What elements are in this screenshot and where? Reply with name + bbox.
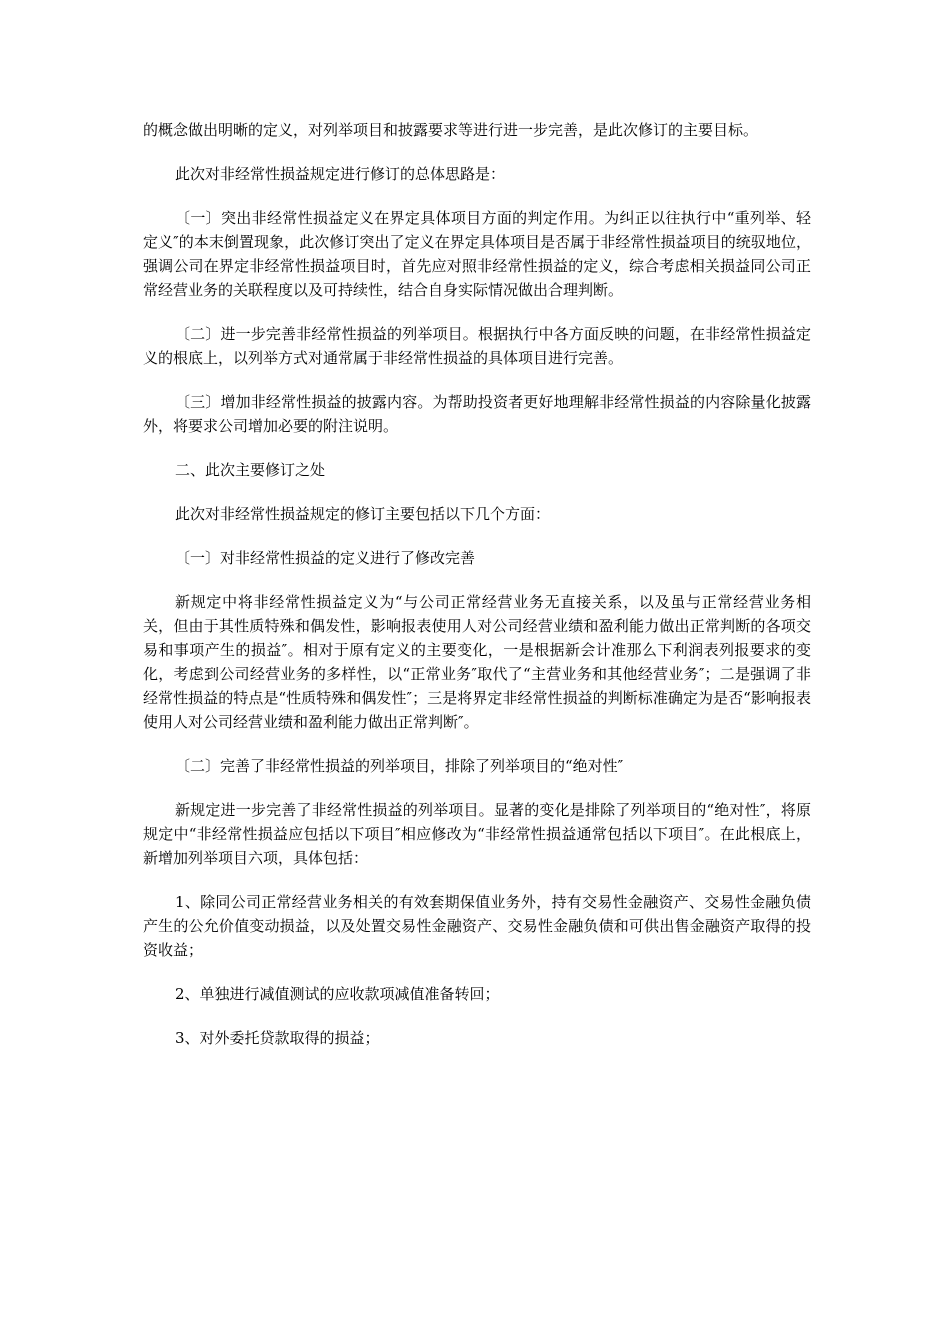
paragraph-approach-1: 〔一〕突出非经常性损益定义在界定具体项目方面的判定作用。为纠正以往执行中“重列举、轻定义″的本末倒置现象，此次修订突出了定义在界定具体项目是否属于非经常性损益项目的统驭地位，强调公司在界定非经常性损益项目时，首先应对照非经常性损益的定义，综合考虑相关损益同公司正常经营业务的关联程度以及可持续性，结合自身实际情况做出合理判断。 <box>143 209 811 299</box>
subheading-listed-items: 〔二〕完善了非经常性损益的列举项目，排除了列举项目的“绝对性″ <box>175 757 624 775</box>
paragraph-continuation: 的概念做出明晰的定义，对列举项目和披露要求等进行进一步完善，是此次修订的主要目标。 <box>143 121 759 139</box>
paragraph-definition: 新规定中将非经常性损益定义为“与公司正常经营业务无直接关系，以及虽与正常经营业务相关，但由于其性质特殊和偶发性，影响报表使用人对公司经营业绩和盈利能力做出正常判断的各项交易和事项产生的损益″。相对于原有定义的主要变化，一是根据新会计准那么下利润表列报要求的变化，考虑到公司经营业务的多样性，以“正常业务″取代了“主营业务和其他经营业务″；二是强调了非经常性损益的特点是“性质特殊和偶发性″；三是将界定非经常性损益的判断标准确定为是否“影响报表使用人对公司经营业绩和盈利能力做出正常判断″。 <box>143 593 811 731</box>
subheading-definition: 〔一〕对非经常性损益的定义进行了修改完善 <box>175 549 476 567</box>
paragraph-listed-items: 新规定进一步完善了非经常性损益的列举项目。显著的变化是排除了列举项目的“绝对性″，将原规定中“非经常性损益应包括以下项目″相应修改为“非经常性损益通常包括以下项目″。在此根底上，新增加列举项目六项，具体包括： <box>143 801 811 867</box>
section-heading-main-revisions: 二、此次主要修订之处 <box>175 461 326 479</box>
paragraph-overall-approach: 此次对非经常性损益规定进行修订的总体思路是： <box>175 165 506 183</box>
document-page <box>143 118 811 1070</box>
paragraph-approach-3: 〔三〕增加非经常性损益的披露内容。为帮助投资者更好地理解非经常性损益的内容除量化披露外，将要求公司增加必要的附注说明。 <box>143 393 811 435</box>
list-item-3: 3、对外委托贷款取得的损益； <box>175 1029 380 1047</box>
list-item-1: 1、除同公司正常经营业务相关的有效套期保值业务外，持有交易性金融资产、交易性金融负债产生的公允价值变动损益，以及处置交易性金融资产、交易性金融负债和可供出售金融资产取得的投资收益； <box>143 893 811 959</box>
paragraph-revision-intro: 此次对非经常性损益规定的修订主要包括以下几个方面： <box>175 505 551 523</box>
list-item-2: 2、单独进行减值测试的应收款项减值准备转回； <box>175 985 500 1003</box>
paragraph-approach-2: 〔二〕进一步完善非经常性损益的列举项目。根据执行中各方面反映的问题，在非经常性损益定义的根底上，以列举方式对通常属于非经常性损益的具体项目进行完善。 <box>143 325 811 367</box>
